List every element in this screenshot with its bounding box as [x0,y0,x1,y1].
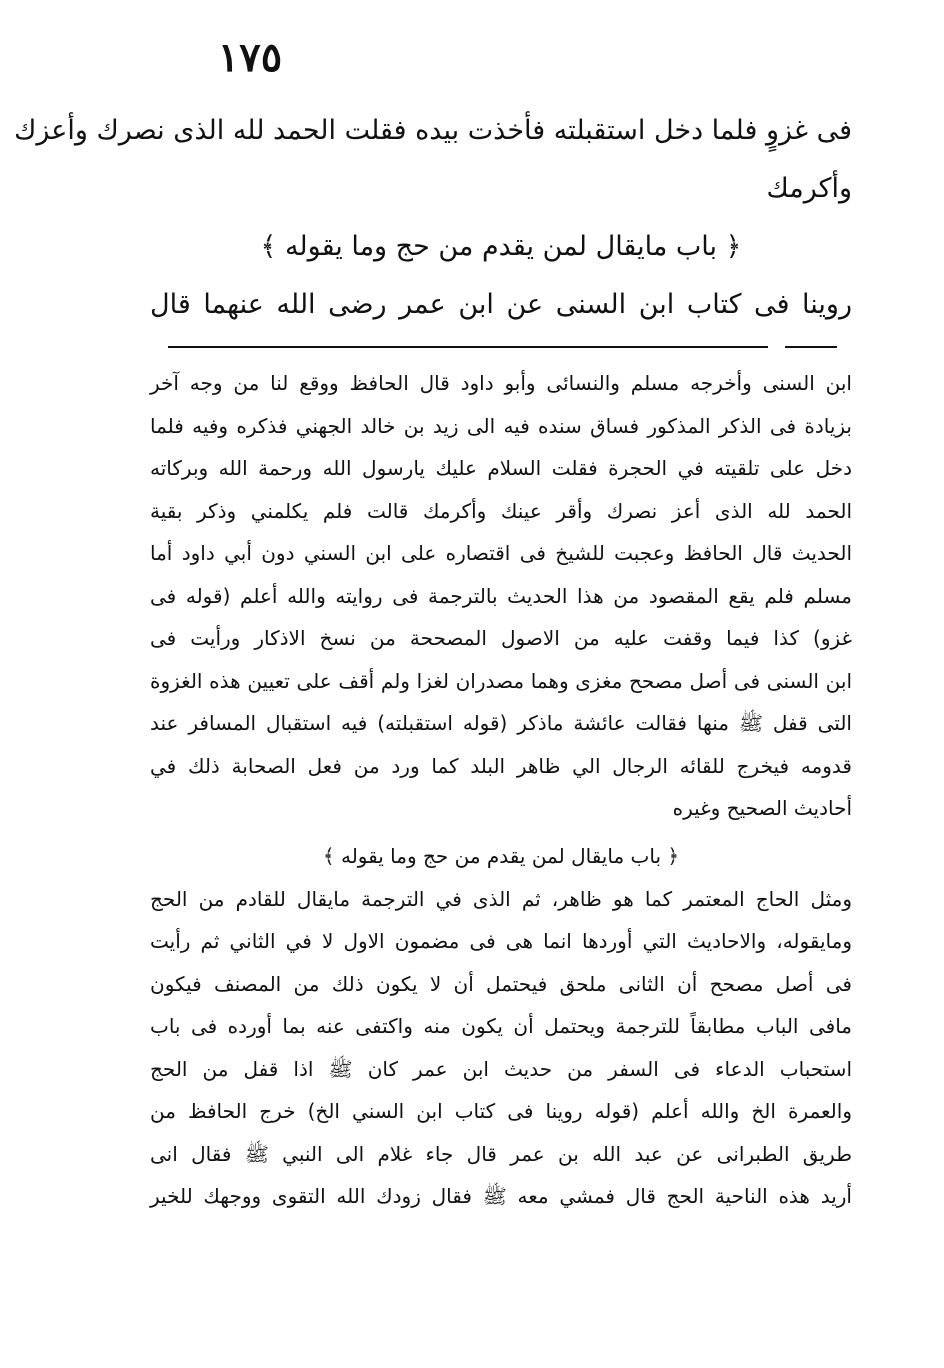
commentary-text [150,362,852,830]
commentary-line: استحباب الدعاء فى السفر من حديث ابن عمر كان ﷺ اذا قفل من الحج [150,1056,852,1081]
commentary-line: أريد هذه الناحية الحج قال فمشي معه ﷺ فقال زودك الله التقوى ووجهك للخير [150,1184,852,1208]
commentary-line: الحديث قال الحافظ وعجبت للشيخ فى اقتصاره على ابن السني دون أبي داود أما [150,541,852,565]
commentary-line: أحاديث الصحيح وغيره [672,796,852,820]
commentary-line: مافى الباب مطابقاً للترجمة ويحتمل أن يكون منه واكتفى عنه بما أورده فى باب [150,1014,852,1038]
commentary-line: ابن السنى فى أصل مصحح مغزى وهما مصدران لغزا ولم أقف على تعيين هذه الغزوة [150,668,852,693]
main-text-line: وأكرمك [766,173,852,204]
main-text-line: روينا فى كتاب ابن السنى عن ابن عمر رضى الله عنهما قال [150,289,852,320]
commentary-line: ابن السنى وأخرجه مسلم والنسائى وأبو داود قال الحافظ ووقع لنا من وجه آخر [150,371,852,395]
separator-rule [168,346,768,348]
commentary-line: قدومه فيخرج للقائه الرجال الي ظاهر البلد كما ورد من فعل الصحابة ذلك في [150,753,852,778]
commentary-line: ومثل الحاج المعتمر كما هو ظاهر، ثم الذى في الترجمة مايقال للقادم من الحج [150,886,852,911]
commentary-line: غزو) كذا فيما وقفت عليه من الاصول المصححة من نسخ الاذكار ورأيت فى [150,626,852,650]
commentary-line: فى أصل مصحح أن الثانى ملحق فيحتمل أن لا يكون ذلك من المصنف فيكون [150,971,852,996]
main-text [14,102,852,334]
commentary-chapter [150,835,852,1218]
separator-rule [785,346,837,348]
commentary-line: والعمرة الخ والله أعلم (قوله روينا فى كتاب ابن السني الخ) خرج الحافظ من [150,1099,852,1123]
commentary-line: ومايقوله، والاحاديث التي أوردها انما هى فى مضمون الاول لا في الثاني ثم رأيت [150,929,852,953]
commentary-line: دخل على تلقيته في الحجرة فقلت السلام عليك يارسول الله ورحمة الله وبركاته [150,456,852,480]
commentary-line: الحمد لله الذى أعز نصرك وأقر عينك وأكرمك قالت فلم يكلمني وذكر بقية [150,498,852,523]
chapter-heading: ﴿ باب مايقال لمن يقدم من حج وما يقوله ﴾ [260,231,742,262]
commentary-chapter-heading: ﴿ باب مايقال لمن يقدم من حج وما يقوله ﴾ [322,844,680,868]
commentary-line: طريق الطبرانى عن عبد الله بن عمر قال جاء غلام الى النبي ﷺ فقال انى [150,1141,852,1166]
commentary-line: مسلم فلم يقع المقصود من هذا الحديث بالترجمة فى روايته والله أعلم (قوله فى [150,583,852,608]
commentary-line: بزيادة فى الذكر المذكور فساق سنده فيه الى زيد بن خالد الجهني فذكره وفيه فلما [150,413,852,438]
main-text-line: فى غزوٍ فلما دخل استقبلته فأخذت بيده فقلت الحمد لله الذى نصرك وأعزك [14,115,852,146]
commentary-line: التى قفل ﷺ منها فقالت عائشة ماذكر (قوله استقبلته) فيه استقبال المسافر عند [150,711,852,735]
page-number: ١٧٥ [217,34,283,81]
